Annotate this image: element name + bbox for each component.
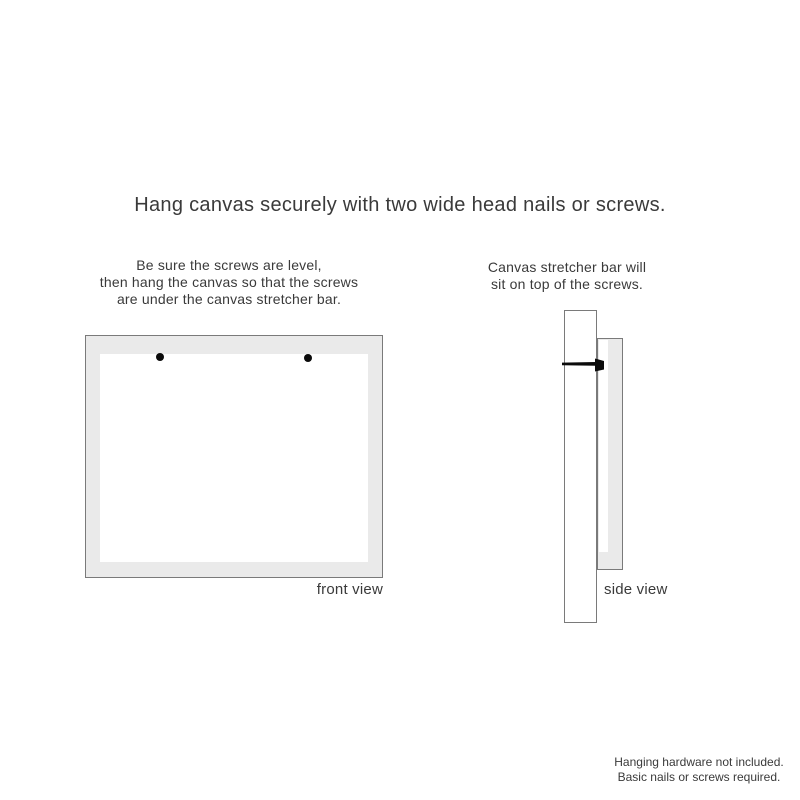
side-view-instructions bbox=[447, 259, 687, 293]
front-view-label: front view bbox=[316, 581, 383, 598]
hardware-footnote bbox=[599, 755, 799, 785]
page-title: Hang canvas securely with two wide head nails or screws. bbox=[134, 194, 666, 216]
front-view-instructions-line: then hang the canvas so that the screws bbox=[99, 274, 359, 290]
front-view-instructions-line: are under the canvas stretcher bar. bbox=[116, 291, 342, 307]
hardware-footnote-line: Hanging hardware not included. bbox=[614, 755, 784, 769]
nail-icon bbox=[555, 350, 615, 380]
side-view-instructions-line: sit on top of the screws. bbox=[490, 276, 644, 292]
front-view-instructions-line: Be sure the screws are level, bbox=[136, 257, 322, 273]
front-view-canvas-face bbox=[100, 354, 368, 562]
screw-dot-right bbox=[304, 354, 312, 362]
hardware-footnote-line: Basic nails or screws required. bbox=[617, 770, 781, 784]
screw-dot-left bbox=[156, 353, 164, 361]
front-view-instructions bbox=[84, 257, 374, 308]
front-view-canvas-frame bbox=[85, 335, 383, 578]
side-view-label: side view bbox=[604, 581, 668, 598]
side-view-instructions-line: Canvas stretcher bar will bbox=[487, 259, 647, 275]
